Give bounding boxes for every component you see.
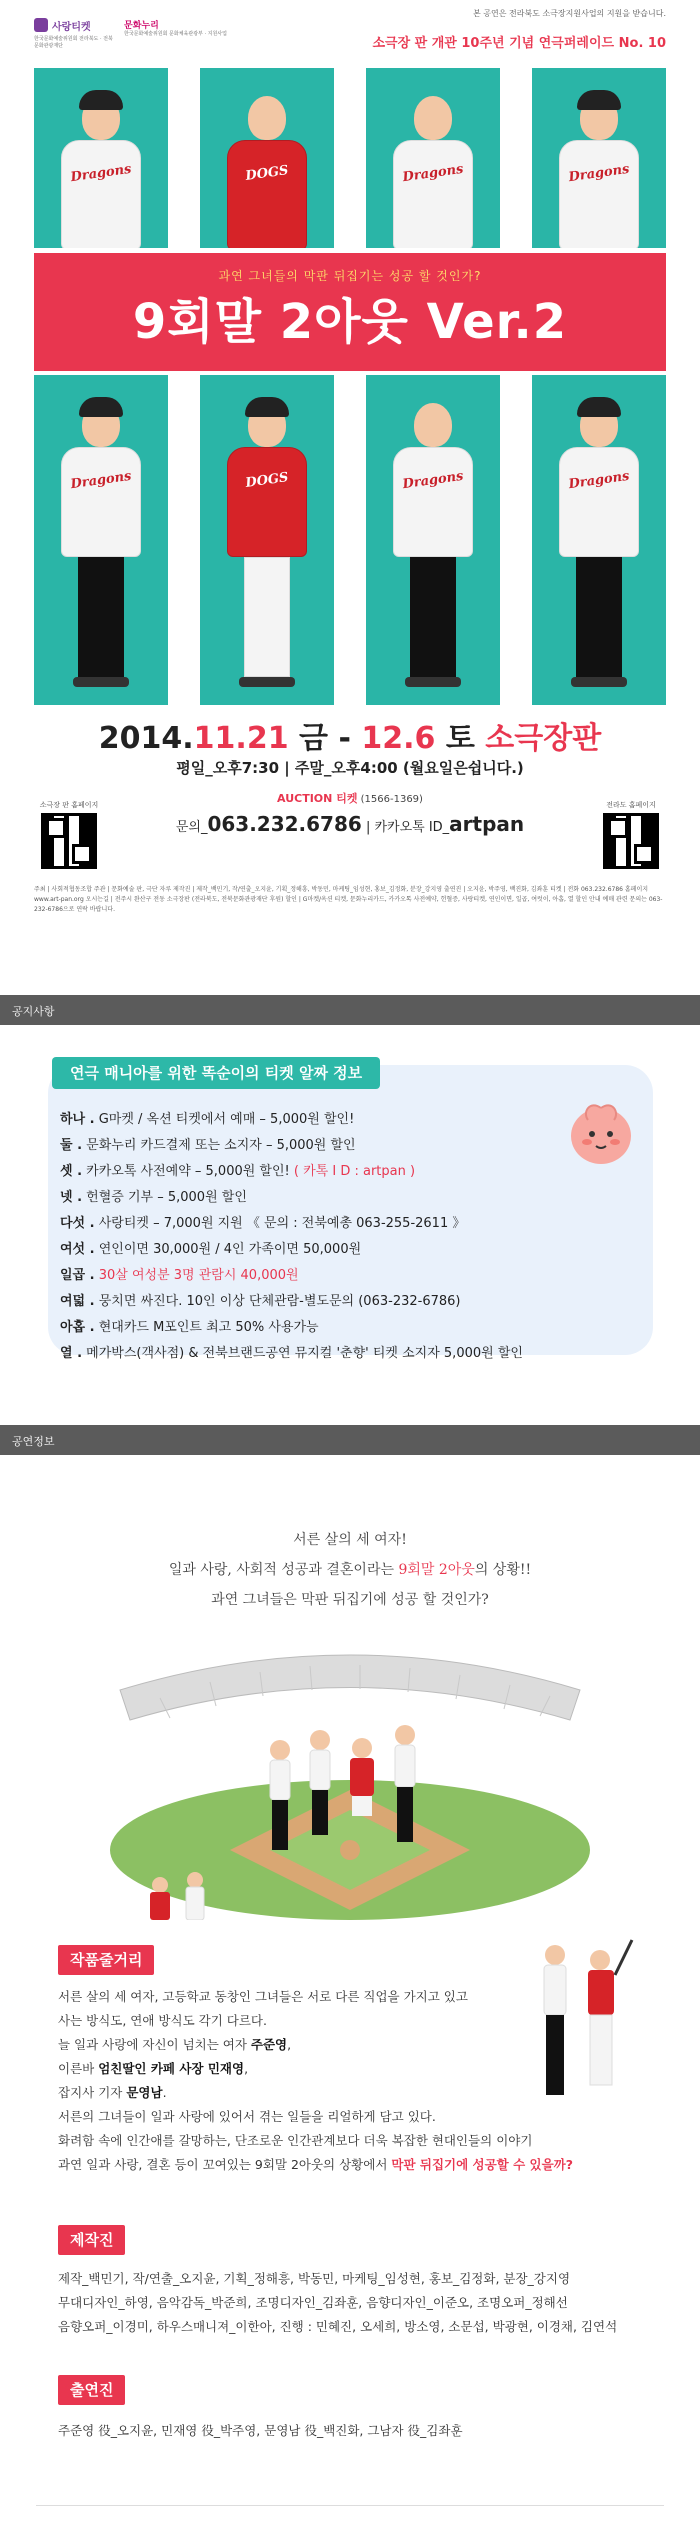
- cast-title: 출연진: [58, 2375, 125, 2405]
- list-item: 여섯 . 연인이면 30,000원 / 4인 가족이면 50,000원: [60, 1242, 362, 1257]
- kakao-label: | 카카오톡 ID_: [361, 820, 450, 835]
- synopsis-line: 잡지사 기자 문영남.: [58, 2085, 167, 2100]
- actor-head: [414, 403, 452, 447]
- actor-figure: [388, 403, 478, 703]
- notice-title: 연극 매니아를 위한 똑순이의 티켓 알짜 정보: [52, 1057, 380, 1089]
- jersey-text: Dragons: [69, 161, 133, 186]
- inquiry-label: 문의_: [175, 820, 208, 835]
- jersey: [559, 140, 639, 248]
- list-item: 하나 . G마켓 / 옥션 티켓에서 예매 – 5,000원 할인!: [60, 1112, 355, 1127]
- munhwa-nuri-logo-text: 문화누리: [124, 21, 159, 31]
- actor-legs: [244, 557, 290, 677]
- qr-right: [596, 800, 666, 869]
- stadium-illustration: [100, 1630, 600, 1920]
- actor-figure: [388, 96, 478, 248]
- intro-line-1: 서른 살의 세 여자!: [293, 1532, 407, 1548]
- actor-shoes: [405, 677, 461, 687]
- cast-line: 주준영 役_오지윤, 민재영 役_박주영, 문영남 役_백진화, 그남자 役_김좌훈: [58, 2423, 463, 2438]
- cast-photo: [34, 375, 168, 705]
- notice-list: [60, 1107, 523, 1367]
- baseball-cap-icon: [245, 397, 289, 417]
- actor-shoes: [73, 677, 129, 687]
- date-start: 11.21: [193, 721, 289, 756]
- auction-phone: (1566-1369): [360, 794, 423, 805]
- munhwa-nuri-logo-sub: 한국문화예술위원회 문화체육관광부 · 지원사업: [124, 31, 227, 37]
- show-times: 평일_오후7:30 | 주말_오후4:00 (월요일은쉽니다.): [176, 759, 524, 777]
- section-title-notice: 공지사항: [12, 1005, 55, 1018]
- cast-photo: [200, 68, 334, 248]
- staff-line: 음향오퍼_이경미, 하우스매니져_이한아, 진행 : 민혜진, 오세희, 방소영, 소문섭, 박광현, 이경채, 김연석: [58, 2319, 618, 2334]
- date-year: 2014.: [98, 721, 194, 756]
- cast-photo-row-bottom: [34, 375, 666, 705]
- qr-right-label: 전라도 홈페이지: [606, 801, 656, 809]
- info-section: [0, 1455, 700, 2521]
- inquiry-line: [0, 812, 700, 836]
- list-item: 셋 . 카카오톡 사전예약 – 5,000원 할인! ( 카톡 I D : artpan ): [60, 1164, 416, 1179]
- divider: [36, 2505, 664, 2506]
- peach-character-icon: [560, 1090, 642, 1172]
- jersey: [61, 447, 141, 557]
- cast-photo: [34, 68, 168, 248]
- actor-shoes: [571, 677, 627, 687]
- poster-header: [34, 8, 666, 60]
- tagline: 과연 그녀들의 막판 뒤집기는 성공 할 것인가?: [218, 269, 482, 283]
- synopsis-line: 사는 방식도, 연애 방식도 각기 다르다.: [58, 2013, 267, 2028]
- qr-left-label: 소극장 판 홈페이지: [39, 801, 99, 809]
- list-item: 일곱 . 30살 여성분 3명 관람시 40,000원: [60, 1268, 299, 1283]
- cast-photo: [532, 68, 666, 248]
- actor-figure: [222, 96, 312, 248]
- credits-fine-print: 주최 | 사회적협동조합 주관 | 문화예술 판, 극단 자루 제작진 | 제작_백민기, 작/연출_오지윤, 기획_정해흥, 박동민, 마케팅_임성현, 홍보_김정화, 분장_강지영 출연진 | 오지윤, 박주영, 백진화, 김좌훈 티켓 | 전화 063.232.6786 홈페이지 www.art-pan.org 오시는길 | 전주시 완산구 전동 소극장판 (전라북도, 전북문화관광재단 후원) 할인 | G마켓/옥션 티켓, 문화누리카드, 카카오톡 사전예약, 헌혈증, 사랑티켓, 연인이면, 일곱, 여럿이, 아홉, 열 할인 안내 예매 관련 문의는 063-232-6786으로 연락 바랍니다.: [34, 886, 663, 913]
- jersey: [559, 447, 639, 557]
- jersey-text: DOGS: [244, 470, 290, 491]
- show-dates: [0, 713, 700, 757]
- cast-text: [58, 2419, 463, 2443]
- staff-text: [58, 2267, 617, 2339]
- synopsis-title: 작품줄거리: [58, 1945, 154, 1975]
- baseball-cap-icon: [577, 90, 621, 110]
- actor-legs: [78, 557, 124, 677]
- cast-photo: [366, 68, 500, 248]
- jersey-text: Dragons: [401, 468, 465, 493]
- cast-photo: [366, 375, 500, 705]
- venue: 소극장판: [485, 721, 602, 756]
- list-item: 넷 . 헌혈증 기부 – 5,000원 할인: [60, 1190, 247, 1205]
- section-header-info: [0, 1425, 700, 1455]
- qr-left: [34, 800, 104, 869]
- actor-legs: [576, 557, 622, 677]
- synopsis-line: 서른의 그녀들이 일과 사랑에 있어서 겪는 일들을 리얼하게 담고 있다.: [58, 2109, 436, 2124]
- cast-photo-row-top: [34, 68, 666, 248]
- baseball-cap-icon: [79, 90, 123, 110]
- list-item: 여덟 . 뭉치면 싸진다. 10인 이상 단체관람-별도문의 (063-232-6786): [60, 1294, 461, 1309]
- actor-figure: [554, 96, 644, 248]
- staff-line: 무대디자인_하영, 음악감독_박준희, 조명디자인_김좌훈, 음향디자인_이준오, 조명오퍼_정해선: [58, 2295, 568, 2310]
- date-mid: 금 -: [299, 721, 351, 756]
- synopsis-line: 과연 일과 사랑, 결혼 등이 꼬여있는 9회말 2아웃의 상황에서 막판 뒤집기에 성공할 수 있을까?: [58, 2157, 574, 2172]
- list-item: 다섯 . 사랑티켓 – 7,000원 지원 《 문의 : 전북예총 063-255-2611 》: [60, 1216, 466, 1231]
- qr-code-icon[interactable]: [41, 813, 97, 869]
- jersey-text: Dragons: [69, 468, 133, 493]
- auction-brand: AUCTION 티켓: [277, 792, 358, 805]
- sarang-ticket-logo-sub: 한국문화예술위원회 전라북도 · 전북문화관광재단: [34, 36, 113, 49]
- sarang-ticket-logo-text: 사랑티켓: [52, 22, 91, 33]
- jersey: [61, 140, 141, 248]
- jersey-text: Dragons: [567, 161, 631, 186]
- notice-section: [0, 1025, 700, 1425]
- title-band: [34, 253, 666, 371]
- baseball-cap-icon: [577, 397, 621, 417]
- section-title-info: 공연정보: [12, 1435, 55, 1448]
- inquiry-phone[interactable]: 063.232.6786: [207, 812, 362, 836]
- actor-head: [248, 96, 286, 140]
- actor-legs: [410, 557, 456, 677]
- actor-figure: [222, 403, 312, 703]
- list-item: 열 . 메가박스(객사점) & 전북브랜드공연 뮤지컬 '춘향' 티켓 소지자 5,000원 할인: [60, 1346, 523, 1361]
- sarang-ticket-mark-icon: [34, 18, 48, 32]
- sarang-ticket-logo: [34, 18, 114, 58]
- intro-text: [0, 1525, 700, 1615]
- show-title: 9회말 2아웃 Ver.2: [132, 294, 568, 350]
- actor-figure: [56, 403, 146, 703]
- section-header-notice: [0, 995, 700, 1025]
- cast-photo: [200, 375, 334, 705]
- jersey: [393, 140, 473, 248]
- list-item: 아홉 . 현대카드 M포인트 최고 50% 사용가능: [60, 1320, 319, 1335]
- date-end: 12.6: [361, 721, 436, 756]
- synopsis-line: 늘 일과 사랑에 자신이 넘치는 여자 주준영,: [58, 2037, 292, 2052]
- jersey: [227, 447, 307, 557]
- staff-line: 제작_백민기, 작/연출_오지윤, 기획_정해흥, 박동민, 마케팅_임성현, 홍보_김정화, 분장_강지영: [58, 2271, 571, 2286]
- jersey: [393, 447, 473, 557]
- actor-head: [414, 96, 452, 140]
- jersey: [227, 140, 307, 248]
- auction-ticket-line: [0, 790, 700, 806]
- series-label: 소극장 판 개관 10주년 기념 연극퍼레이드 No. 10: [372, 36, 666, 51]
- baseball-cap-icon: [79, 397, 123, 417]
- intro-line-2: 일과 사랑, 사회적 성공과 결혼이라는 9회말 2아웃의 상황!!: [168, 1562, 532, 1578]
- staff-title: 제작진: [58, 2225, 125, 2255]
- jersey-text: Dragons: [567, 468, 631, 493]
- qr-code-icon[interactable]: [603, 813, 659, 869]
- jersey-text: Dragons: [401, 161, 465, 186]
- munhwa-nuri-logo: [124, 18, 234, 48]
- cast-photo: [532, 375, 666, 705]
- poster: [0, 0, 700, 985]
- kakao-id: artpan: [449, 812, 525, 836]
- support-notice: 본 공연은 전라북도 소극장지원사업의 지원을 받습니다.: [473, 9, 666, 18]
- actor-figure: [56, 96, 146, 248]
- synopsis-line: 화려함 속에 인간애를 갈망하는, 단조로운 인간관계보다 더욱 복잡한 현대인들의 이야기: [58, 2133, 533, 2148]
- synopsis-text: [58, 1985, 573, 2177]
- intro-line-3: 과연 그녀들은 막판 뒤집기에 성공 할 것인가?: [211, 1592, 489, 1608]
- actor-shoes: [239, 677, 295, 687]
- synopsis-line: 이른바 엄친딸인 카페 사장 민재영,: [58, 2061, 249, 2076]
- actor-figure: [554, 403, 644, 703]
- synopsis-line: 서른 살의 세 여자, 고등학교 동창인 그녀들은 서로 다른 직업을 가지고 있고: [58, 1989, 468, 2004]
- jersey-text: DOGS: [244, 163, 290, 184]
- list-item: 둘 . 문화누리 카드결제 또는 소지자 – 5,000원 할인: [60, 1138, 356, 1153]
- date-end-day: 토: [445, 721, 475, 756]
